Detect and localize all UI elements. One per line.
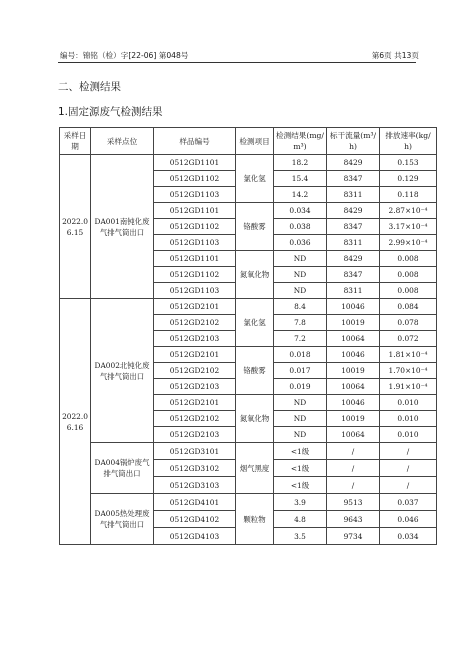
sample-id: 0512GD2102 [154, 315, 236, 331]
sample-id: 0512GD1101 [154, 155, 236, 171]
table-row [60, 494, 437, 511]
emission-rate: 3.17×10⁻⁴ [380, 219, 437, 235]
emission-rate: 0.084 [380, 299, 437, 315]
emission-rate: 2.99×10⁻⁴ [380, 235, 437, 251]
emission-rate: 0.129 [380, 171, 437, 187]
col-header-item: 检测项目 [236, 128, 274, 155]
sampling-point: DA001南钝化废气排气筒出口 [91, 155, 154, 299]
sample-id: 0512GD2101 [154, 347, 236, 363]
standard-flow: 10064 [327, 379, 380, 395]
emission-rate: 0.078 [380, 315, 437, 331]
table-row [60, 155, 437, 171]
sample-id: 0512GD1102 [154, 267, 236, 283]
sampling-date: 2022.06.15 [60, 155, 91, 299]
standard-flow: 8347 [327, 267, 380, 283]
test-result: <1级 [274, 443, 327, 460]
test-item: 烟气黑度 [236, 443, 274, 494]
emission-rate: 1.91×10⁻⁴ [380, 379, 437, 395]
test-result: 0.036 [274, 235, 327, 251]
standard-flow: 10019 [327, 363, 380, 379]
standard-flow: 10019 [327, 411, 380, 427]
standard-flow: 8311 [327, 283, 380, 299]
standard-flow: 10064 [327, 427, 380, 443]
standard-flow: 10046 [327, 395, 380, 411]
emission-rate: / [380, 443, 437, 460]
sampling-point: DA005热处理废气排气筒出口 [91, 494, 154, 545]
col-header-point: 采样点位 [91, 128, 154, 155]
test-result: ND [274, 395, 327, 411]
sample-id: 0512GD4101 [154, 494, 236, 511]
page-info: 第6页 共13页 [371, 51, 419, 60]
sampling-date: 2022.06.16 [60, 299, 91, 545]
test-item: 氮氧化物 [236, 251, 274, 299]
emission-rate: 2.87×10⁻⁴ [380, 203, 437, 219]
test-result: 7.8 [274, 315, 327, 331]
sample-id: 0512GD1102 [154, 219, 236, 235]
emission-rate: 0.072 [380, 331, 437, 347]
sample-id: 0512GD2102 [154, 363, 236, 379]
section-title: 二、检测结果 [58, 81, 121, 93]
sample-id: 0512GD1103 [154, 187, 236, 203]
standard-flow: 10046 [327, 299, 380, 315]
emission-rate: 0.046 [380, 511, 437, 528]
sample-id: 0512GD3101 [154, 443, 236, 460]
standard-flow: 10046 [327, 347, 380, 363]
test-result: ND [274, 411, 327, 427]
emission-rate: 0.010 [380, 395, 437, 411]
emission-rate: 0.008 [380, 251, 437, 267]
emission-rate: 1.70×10⁻⁴ [380, 363, 437, 379]
test-item: 铬酸雾 [236, 347, 274, 395]
test-result: <1级 [274, 460, 327, 477]
emission-rate: 1.81×10⁻⁴ [380, 347, 437, 363]
test-result: 0.038 [274, 219, 327, 235]
standard-flow: 9734 [327, 528, 380, 545]
test-result: ND [274, 283, 327, 299]
test-item: 颗粒物 [236, 494, 274, 545]
test-result: 7.2 [274, 331, 327, 347]
table-header-row [60, 128, 437, 155]
standard-flow: 10019 [327, 315, 380, 331]
test-result: 4.8 [274, 511, 327, 528]
sampling-point: DA002北钝化废气排气筒出口 [91, 299, 154, 443]
emission-rate: 0.034 [380, 528, 437, 545]
col-header-sample: 样品编号 [154, 128, 236, 155]
sample-id: 0512GD2103 [154, 379, 236, 395]
standard-flow: 9643 [327, 511, 380, 528]
col-header-date: 采样日期 [60, 128, 91, 155]
sample-id: 0512GD1102 [154, 171, 236, 187]
emission-rate: 0.037 [380, 494, 437, 511]
emission-rate: 0.010 [380, 411, 437, 427]
emission-rate: 0.010 [380, 427, 437, 443]
emission-rate: / [380, 477, 437, 494]
test-result: 14.2 [274, 187, 327, 203]
test-result: ND [274, 427, 327, 443]
test-result: 0.034 [274, 203, 327, 219]
sample-id: 0512GD1101 [154, 251, 236, 267]
table-body [60, 155, 437, 545]
emission-rate: 0.153 [380, 155, 437, 171]
sample-id: 0512GD1103 [154, 283, 236, 299]
test-result: 0.017 [274, 363, 327, 379]
col-header-result: 检测结果(mg/m³) [274, 128, 327, 155]
test-result: ND [274, 251, 327, 267]
header-divider [58, 62, 416, 63]
test-item: 铬酸雾 [236, 203, 274, 251]
standard-flow: 9513 [327, 494, 380, 511]
sample-id: 0512GD2103 [154, 331, 236, 347]
standard-flow: 8311 [327, 235, 380, 251]
sampling-point: DA004锅炉废气排气筒出口 [91, 443, 154, 494]
standard-flow: / [327, 477, 380, 494]
test-result: 0.018 [274, 347, 327, 363]
test-result: 8.4 [274, 299, 327, 315]
standard-flow: 8429 [327, 251, 380, 267]
sample-id: 0512GD1103 [154, 235, 236, 251]
test-item: 氯化氢 [236, 155, 274, 203]
table-row [60, 443, 437, 460]
table-row [60, 299, 437, 315]
sample-id: 0512GD2101 [154, 395, 236, 411]
sample-id: 0512GD2103 [154, 427, 236, 443]
sample-id: 0512GD4103 [154, 528, 236, 545]
standard-flow: / [327, 460, 380, 477]
emission-results-table [59, 127, 437, 545]
test-result: ND [274, 267, 327, 283]
emission-rate: / [380, 460, 437, 477]
standard-flow: 10064 [327, 331, 380, 347]
standard-flow: 8429 [327, 155, 380, 171]
sample-id: 0512GD1101 [154, 203, 236, 219]
test-result: 0.019 [274, 379, 327, 395]
emission-rate: 0.008 [380, 267, 437, 283]
test-item: 氮氧化物 [236, 395, 274, 443]
sample-id: 0512GD2101 [154, 299, 236, 315]
sample-id: 0512GD2102 [154, 411, 236, 427]
sample-id: 0512GD3102 [154, 460, 236, 477]
standard-flow: 8311 [327, 187, 380, 203]
test-result: <1级 [274, 477, 327, 494]
standard-flow: 8429 [327, 203, 380, 219]
sample-id: 0512GD4102 [154, 511, 236, 528]
report-number: 编号：锦铭（检）字[22-06] 第048号 [60, 51, 189, 60]
test-result: 3.9 [274, 494, 327, 511]
standard-flow: 8347 [327, 219, 380, 235]
test-result: 15.4 [274, 171, 327, 187]
emission-rate: 0.008 [380, 283, 437, 299]
subsection-title: 1.固定源废气检测结果 [58, 106, 163, 118]
standard-flow: / [327, 443, 380, 460]
standard-flow: 8347 [327, 171, 380, 187]
emission-rate: 0.118 [380, 187, 437, 203]
col-header-rate: 排放速率(kg/h) [380, 128, 437, 155]
test-result: 18.2 [274, 155, 327, 171]
test-item: 氯化氢 [236, 299, 274, 347]
sample-id: 0512GD3103 [154, 477, 236, 494]
col-header-flow: 标干流量(m³/h) [327, 128, 380, 155]
test-result: 3.5 [274, 528, 327, 545]
